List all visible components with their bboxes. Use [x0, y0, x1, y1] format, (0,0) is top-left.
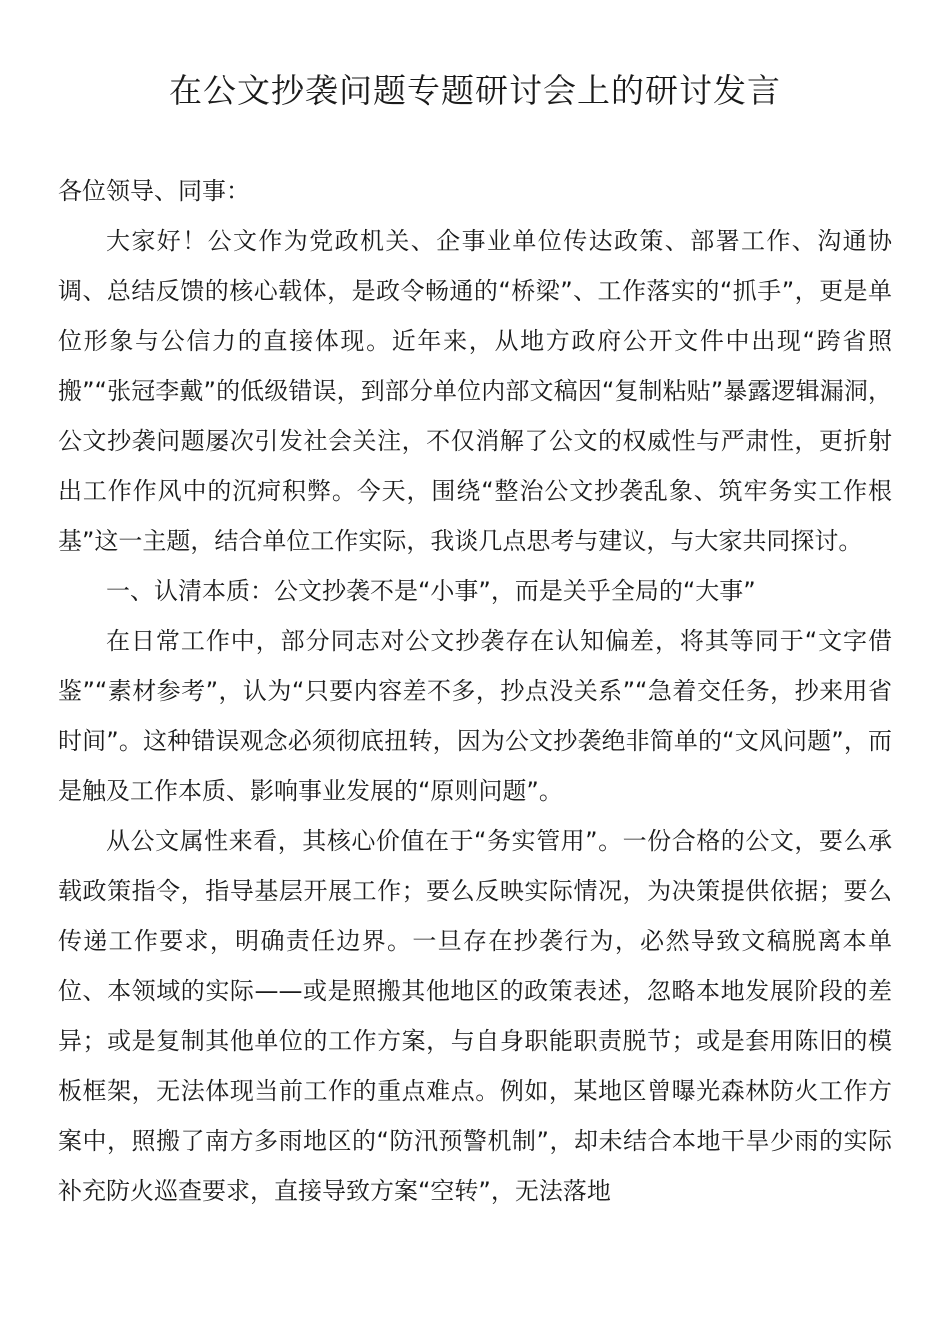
- document-page: [58, 66, 892, 1216]
- document-title: 在公文抄袭问题专题研讨会上的研讨发言: [169, 71, 781, 110]
- intro-paragraph: 大家好！公文作为党政机关、企事业单位传达政策、部署工作、沟通协调、总结反馈的核心载体，是政令畅通的“桥梁”、工作落实的“抓手”，更是单位形象与公信力的直接体现。近年来，从地方政府公开文件中出现“跨省照搬”“张冠李戴”的低级错误，到部分单位内部文稿因“复制粘贴”暴露逻辑漏洞，公文抄袭问题屡次引发社会关注，不仅消解了公文的权威性与严肃性，更折射出工作作风中的沉疴积弊。今天，围绕“整治公文抄袭乱象、筑牢务实工作根基”这一主题，结合单位工作实际，我谈几点思考与建议，与大家共同探讨。: [58, 227, 892, 555]
- section-1-paragraph-1: 在日常工作中，部分同志对公文抄袭存在认知偏差，将其等同于“文字借鉴”“素材参考”，认为“只要内容差不多，抄点没关系”“急着交任务，抄来用省时间”。这种错误观念必须彻底扭转，因为公文抄袭绝非简单的“文风问题”，而是触及工作本质、影响事业发展的“原则问题”。: [58, 627, 892, 805]
- section-1-paragraph-2: 从公文属性来看，其核心价值在于“务实管用”。一份合格的公文，要么承载政策指令，指导基层开展工作；要么反映实际情况，为决策提供依据；要么传递工作要求，明确责任边界。一旦存在抄袭行为，必然导致文稿脱离本单位、本领域的实际——或是照搬其他地区的政策表述，忽略本地发展阶段的差异；或是复制其他单位的工作方案，与自身职能职责脱节；或是套用陈旧的模板框架，无法体现当前工作的重点难点。例如，某地区曾曝光森林防火工作方案中，照搬了南方多雨地区的“防汛预警机制”，却未结合本地干旱少雨的实际补充防火巡查要求，直接导致方案“空转”，无法落地: [58, 827, 892, 1205]
- salutation: 各位领导、同事：: [58, 177, 250, 205]
- section-1-heading: 一、认清本质：公文抄袭不是“小事”，而是关乎全局的“大事”: [106, 577, 756, 605]
